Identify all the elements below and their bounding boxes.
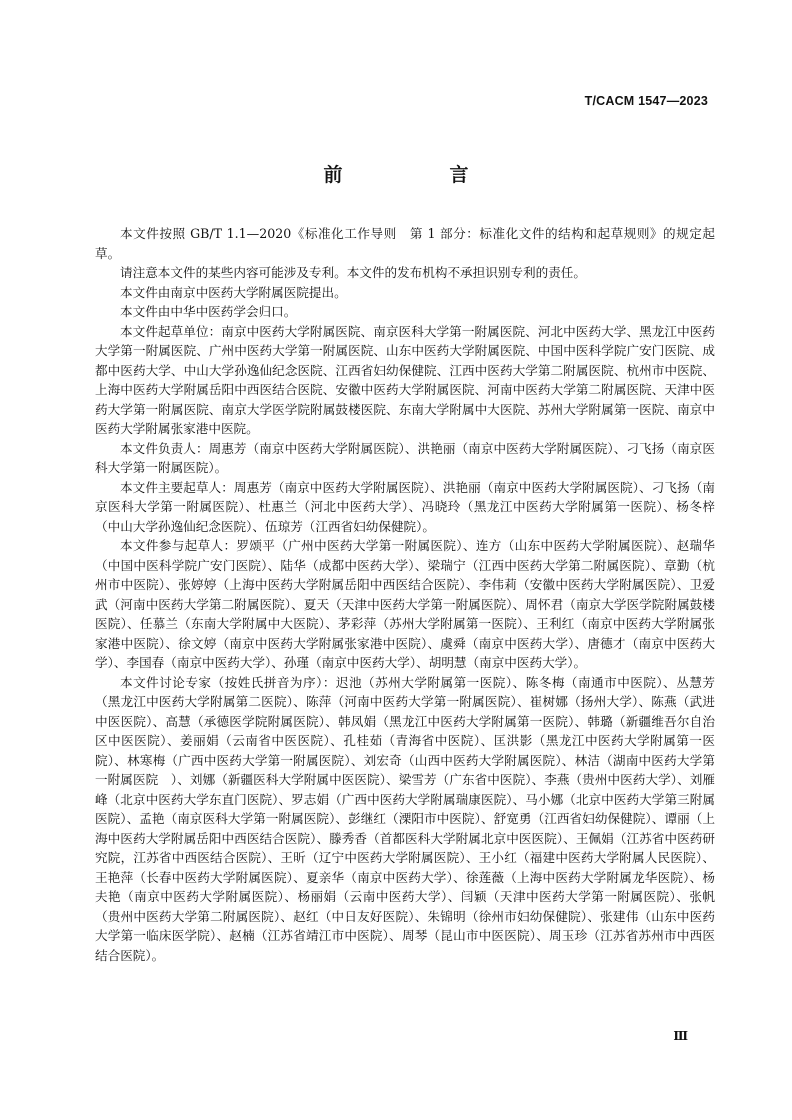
paragraph-participating-drafters: 本文件参与起草人：罗颂平（广州中医药大学第一附属医院）、连方（山东中医药大学附属医院）、赵瑞华（中国中医科学院广安门医院）、陆华（成都中医药大学）、梁瑞宁（江西中医药大学第二附属医院）、章勤（杭州市中医院）、张婷婷（上海中医药大学附属岳阳中西医结合医院）、李伟莉（安徽中医药大学附属医院）、卫爱武（河南中医药大学第二附属医院）、夏天（天津中医药大学第一附属医院）、周怀君（南京大学医学院附属鼓楼医院）、任慕兰（东南大学附属中大医院）、茅彩萍（苏州大学附属第一医院）、王利红（南京中医药大学附属张家港中医院）、徐文婷（南京中医药大学附属张家港中医院）、虞舜（南京中医药大学）、唐德才（南京中医药大学）、李国春（南京中医药大学）、孙瑾（南京中医药大学）、胡明慧（南京中医药大学）。	[95, 538, 715, 670]
paragraph-patent-notice: 请注意本文件的某些内容可能涉及专利。本文件的发布机构不承担识别专利的责任。	[120, 265, 586, 280]
page-title: 前 言	[323, 164, 513, 186]
paragraph-discussion-experts: 本文件讨论专家（按姓氏拼音为序）：迟池（苏州大学附属第一医院）、陈冬梅（南通市中医院）、丛慧芳（黑龙江中医药大学附属第二医院）、陈萍（河南中医药大学第一附属医院）、崔树娜（扬州大学）、陈燕（武进中医医院）、高慧（承德医学院附属医院）、韩凤娟（黑龙江中医药大学附属第一医院）、韩璐（新疆维吾尔自治区中医医院）、姜丽娟（云南省中医医院）、孔桂茹（青海省中医院）、匡洪影（黑龙江中医药大学附属第一医院）、林寒梅（广西中医药大学第一附属医院）、刘宏奇（山西中医药大学附属医院）、林洁（湖南中医药大学第一附属医院 ）、刘娜（新疆医科大学附属中医医院）、梁雪芳（广东省中医院）、李燕（贵州中医药大学）、刘雁峰（北京中医药大学东直门医院）、罗志娟（广西中医药大学附属瑞康医院）、马小娜（北京中医药大学第三附属医院）、孟艳（南京医科大学第一附属医院）、彭继红（溧阳市中医院）、舒宽勇（江西省妇幼保健院）、谭丽（上海中医药大学附属岳阳中西医结合医院）、滕秀香（首都医科大学附属北京中医医院）、王佩娟（江苏省中医药研究院，江苏省中西医结合医院）、王昕（辽宁中医药大学附属医院）、王小红（福建中医药大学附属人民医院）、王艳萍（长春中医药大学附属医院）、夏亲华（南京中医药大学）、徐莲薇（上海中医药大学附属龙华医院）、杨夫艳（南京中医药大学附属医院）、杨丽娟（云南中医药大学）、闫颖（天津中医药大学第一附属医院）、张帆（贵州中医药大学第二附属医院）、赵红（中日友好医院）、朱锦明（徐州市妇幼保健院）、张建伟（山东中医药大学第一临床医学院）、赵楠（江苏省靖江市中医院）、周琴（昆山市中医医院）、周玉珍（江苏省苏州市中西医结合医院）。	[95, 674, 715, 963]
paragraph-main-drafters: 本文件主要起草人：周惠芳（南京中医药大学附属医院）、洪艳丽（南京中医药大学附属医院）、刁飞扬（南京医科大学第一附属医院）、杜惠兰（河北中医药大学）、冯晓玲（黑龙江中医药大学附属第一医院）、杨冬梓（中山大学孙逸仙纪念医院）、伍琼芳（江西省妇幼保健院）。	[95, 479, 715, 534]
paragraph-administrator: 本文件由中华中医药学会归口。	[120, 304, 297, 319]
paragraph-standard-basis: 本文件按照 GB/T 1.1—2020《标准化工作导则 第 1 部分：标准化文件的结构和起草规则》的规定起草。	[95, 226, 715, 261]
paragraph-proposer: 本文件由南京中医药大学附属医院提出。	[120, 284, 347, 300]
paragraph-responsible-persons: 本文件负责人：周惠芳（南京中医药大学附属医院）、洪艳丽（南京中医药大学附属医院）、刁飞扬（南京医科大学第一附属医院）。	[95, 440, 715, 475]
foreword-body	[95, 224, 715, 965]
page-number: Ⅲ	[673, 1029, 688, 1043]
document-code: T/CACM 1547—2023	[584, 94, 708, 108]
paragraph-drafting-units: 本文件起草单位：南京中医药大学附属医院、南京医科大学第一附属医院、河北中医药大学、黑龙江中医药大学第一附属医院、广州中医药大学第一附属医院、山东中医药大学附属医院、中国中医科学院广安门医院、成都中医药大学、中山大学孙逸仙纪念医院、江西省妇幼保健院、江西中医药大学第二附属医院、杭州市中医院、上海中医药大学附属岳阳中西医结合医院、安徽中医药大学附属医院、河南中医药大学第二附属医院、天津中医药大学第一附属医院、南京大学医学院附属鼓楼医院、东南大学附属中大医院、苏州大学附属第一医院、南京中医药大学附属张家港中医院。	[95, 323, 715, 436]
